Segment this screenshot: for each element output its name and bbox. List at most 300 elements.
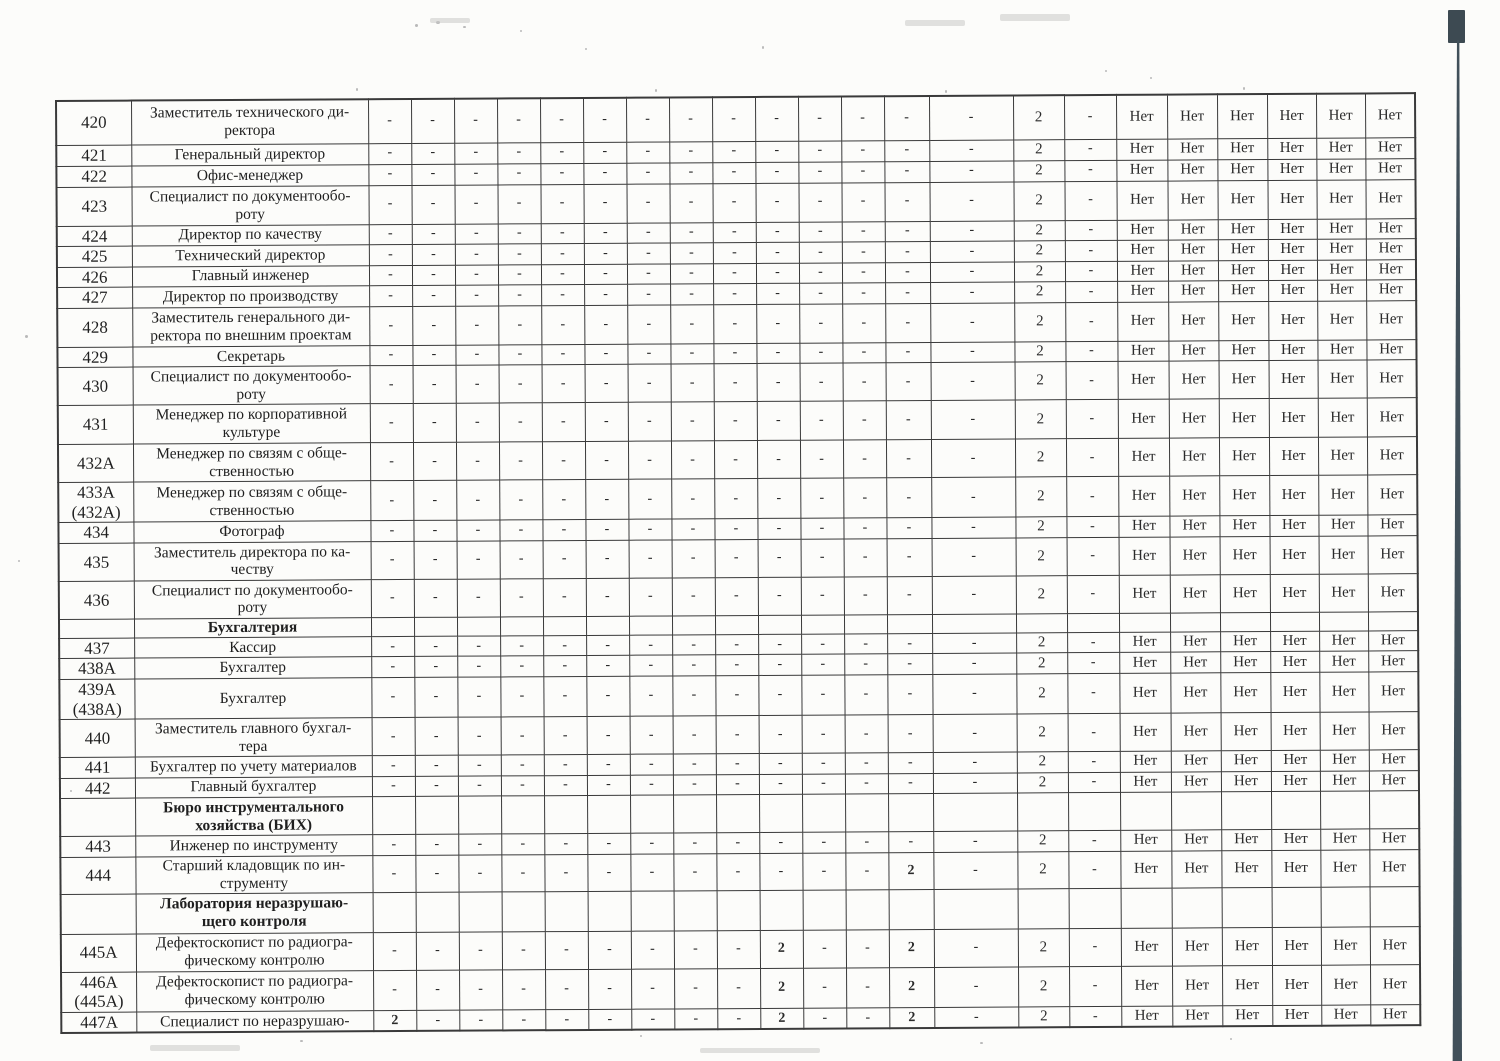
factor-value-cell: -	[499, 442, 542, 480]
factor-value-cell: -	[802, 853, 845, 890]
factor-value-cell: -	[759, 853, 802, 890]
factor-value-cell: -	[799, 343, 842, 364]
factor-value-cell: -	[715, 577, 758, 615]
factor-value-cell: -	[416, 932, 459, 970]
factor-value-cell: -	[672, 540, 715, 578]
factor-value-cell: -	[583, 163, 626, 184]
factor-value-cell: -	[543, 635, 586, 656]
ppe-value-cell: Нет	[1168, 301, 1218, 340]
factor-value-cell: -	[542, 403, 585, 442]
factor-value-cell: -	[456, 365, 499, 403]
ppe-value-cell: Нет	[1319, 536, 1368, 574]
ppe-value-cell: Нет	[1220, 652, 1270, 673]
row-number-cell: 420	[56, 101, 131, 145]
ppe-value-cell: Нет	[1219, 516, 1269, 537]
factor-value-cell: -	[758, 634, 801, 655]
factor-value-cell: -	[370, 404, 413, 443]
factor-value-cell: -	[455, 345, 498, 366]
factor-value-cell: -	[630, 754, 673, 775]
ppe-value-cell: Нет	[1316, 158, 1365, 179]
row-number-cell: 424	[57, 226, 132, 247]
factor-value-cell: -	[759, 715, 802, 753]
class-value-cell	[1017, 793, 1068, 831]
factor-value-cell: -	[755, 162, 798, 183]
factor-value-cell: -	[413, 403, 456, 442]
class-value-cell: 2	[1013, 139, 1064, 160]
factor-value-cell	[457, 617, 500, 636]
factor-value-cell: -	[628, 519, 671, 540]
scan-speckle	[1105, 70, 1107, 72]
factor-value-cell: -	[716, 774, 759, 795]
factor-value-cell: -	[757, 363, 800, 401]
ppe-value-cell: Нет	[1319, 672, 1368, 712]
ppe-value-cell: Нет	[1168, 219, 1218, 240]
factor-value-cell: -	[844, 675, 887, 715]
factor-value-cell	[629, 616, 672, 635]
factor-value-cell: -	[368, 99, 411, 143]
ppe-value-cell: Нет	[1117, 220, 1168, 241]
factor-value-cell: -	[844, 577, 887, 615]
row-number-cell: 444	[60, 857, 135, 894]
ppe-value-cell: Нет	[1221, 850, 1271, 887]
ppe-value-cell: Нет	[1319, 651, 1368, 672]
ppe-value-cell: Нет	[1368, 574, 1418, 612]
ppe-value-cell: Нет	[1169, 516, 1219, 537]
factor-value-cell	[889, 889, 934, 929]
class-value-cell: 2	[1018, 928, 1069, 966]
scan-speckle	[762, 46, 764, 49]
factor-value-cell: -	[540, 142, 583, 163]
factor-value-cell	[630, 795, 673, 833]
factor-value-cell: -	[673, 716, 716, 754]
factor-value-cell: -	[844, 654, 887, 675]
ppe-value-cell: Нет	[1367, 398, 1417, 437]
factor-value-cell: -	[372, 855, 415, 892]
factor-value-cell: -	[802, 774, 845, 795]
factor-value-cell: -	[756, 343, 799, 364]
class-value-cell: 2	[1015, 400, 1066, 439]
factor-value-cell: -	[541, 305, 584, 344]
factor-value-cell: -	[544, 854, 587, 891]
factor-value-cell: -	[627, 222, 670, 243]
dash-cell: -	[1068, 772, 1120, 793]
factor-value-cell: -	[414, 579, 457, 617]
ppe-value-cell: Нет	[1268, 239, 1317, 260]
factor-value-cell: -	[931, 362, 1015, 400]
ppe-value-cell: Нет	[1218, 219, 1268, 240]
job-title-cell: Дефектоскопист по радиогра- фическому контролю	[136, 970, 373, 1011]
row-number-cell: 447А	[61, 1012, 136, 1033]
factor-value-cell: -	[884, 182, 929, 221]
factor-value-cell: -	[371, 636, 414, 657]
ppe-value-cell: Нет	[1222, 965, 1272, 1005]
factor-value-cell: -	[756, 222, 799, 243]
ppe-value-cell: Нет	[1116, 181, 1167, 220]
factor-value-cell: -	[456, 442, 499, 480]
factor-value-cell: -	[372, 756, 415, 777]
factor-value-cell: -	[629, 676, 672, 716]
factor-value-cell: -	[845, 852, 888, 889]
ppe-value-cell	[1220, 612, 1270, 631]
ppe-value-cell: Нет	[1116, 139, 1167, 160]
ppe-value-cell: Нет	[1118, 399, 1169, 438]
scan-speckle	[585, 48, 587, 50]
ppe-value-cell: Нет	[1170, 537, 1220, 575]
row-number-cell: 423	[57, 187, 132, 226]
factor-value-cell: -	[674, 968, 717, 1008]
scan-speckle	[70, 790, 72, 792]
ppe-value-cell: Нет	[1171, 850, 1221, 887]
factor-value-cell: -	[629, 540, 672, 578]
factor-value-cell: -	[626, 141, 669, 162]
factor-value-cell: -	[713, 343, 756, 364]
factor-value-cell: -	[886, 440, 931, 478]
factor-value-cell: -	[755, 97, 798, 141]
factor-value-cell: -	[586, 635, 629, 656]
factor-value-cell: -	[933, 773, 1017, 794]
factor-value-cell: -	[415, 855, 458, 892]
factor-value-cell: -	[457, 541, 500, 579]
factor-value-cell: -	[888, 773, 933, 794]
class-value-cell	[1016, 614, 1067, 633]
ppe-value-cell: Нет	[1369, 712, 1419, 750]
job-title-cell: Бухгалтер	[134, 678, 371, 719]
factor-value-cell: -	[369, 265, 412, 286]
class-value-cell: 2	[1017, 772, 1068, 793]
ppe-value-cell: Нет	[1320, 712, 1369, 750]
factor-value-cell	[459, 892, 502, 932]
ppe-value-cell: Нет	[1169, 476, 1219, 516]
ppe-value-cell: Нет	[1368, 672, 1418, 712]
table-wrapper	[55, 92, 1421, 1034]
factor-value-cell: -	[583, 142, 626, 163]
scan-speckle	[1150, 77, 1152, 79]
ppe-value-cell: Нет	[1268, 340, 1317, 361]
ppe-value-cell: Нет	[1367, 437, 1417, 475]
factor-value-cell: -	[371, 677, 414, 717]
row-number-cell: 421	[56, 145, 131, 166]
factor-value-cell: -	[584, 284, 627, 305]
dash-cell: -	[1069, 1006, 1121, 1027]
ppe-value-cell: Нет	[1367, 515, 1417, 536]
ppe-value-cell: Нет	[1170, 652, 1220, 673]
factor-value-cell: -	[543, 540, 586, 578]
factor-value-cell: -	[584, 305, 627, 344]
ppe-value-cell: Нет	[1271, 829, 1320, 850]
factor-value-cell: -	[584, 223, 627, 244]
job-title-cell: Секретарь	[132, 345, 369, 367]
factor-value-cell: -	[544, 775, 587, 796]
factor-value-cell: -	[501, 755, 544, 776]
factor-value-cell	[673, 795, 716, 833]
factor-value-cell	[801, 615, 844, 634]
factor-value-cell	[845, 794, 888, 832]
factor-value-cell: -	[502, 931, 545, 969]
factor-value-cell: -	[669, 162, 712, 183]
factor-value-cell: -	[630, 716, 673, 754]
factor-value-cell: -	[888, 715, 933, 753]
factor-value-cell: -	[498, 344, 541, 365]
factor-value-cell: -	[755, 141, 798, 162]
factor-value-cell: -	[714, 479, 757, 519]
ppe-value-cell: Нет	[1222, 927, 1272, 965]
factor-value-cell: 2	[889, 1007, 934, 1028]
ppe-value-cell: Нет	[1117, 261, 1168, 282]
factor-value-cell: -	[929, 160, 1013, 181]
ppe-value-cell: Нет	[1169, 361, 1219, 399]
ppe-value-cell: Нет	[1317, 280, 1366, 301]
factor-value-cell: -	[801, 577, 844, 615]
factor-value-cell: -	[670, 222, 713, 243]
job-title-cell: Директор по производству	[132, 286, 369, 308]
factor-value-cell: -	[672, 676, 715, 716]
factor-value-cell: -	[842, 262, 885, 283]
row-number-cell: 441	[60, 757, 135, 778]
factor-value-cell: -	[498, 285, 541, 306]
factor-value-cell: -	[368, 143, 411, 164]
factor-value-cell: -	[932, 538, 1016, 576]
factor-value-cell: -	[884, 140, 929, 161]
factor-value-cell: -	[713, 222, 756, 243]
row-number-cell: 422	[56, 166, 131, 187]
section-header-cell: Бухгалтерия	[134, 618, 371, 638]
ppe-value-cell: Нет	[1370, 1004, 1420, 1025]
factor-value-cell: -	[587, 775, 630, 796]
factor-value-cell: -	[541, 264, 584, 285]
factor-value-cell: -	[929, 181, 1013, 220]
factor-value-cell: -	[756, 283, 799, 304]
job-title-cell: Кассир	[134, 637, 371, 659]
factor-value-cell: -	[414, 541, 457, 579]
ppe-value-cell: Нет	[1317, 239, 1366, 260]
row-number-cell: 436	[59, 581, 134, 619]
ppe-value-cell: Нет	[1117, 302, 1168, 341]
factor-value-cell	[888, 794, 933, 832]
factor-value-cell: -	[501, 775, 544, 796]
factor-value-cell: -	[887, 538, 932, 576]
factor-value-cell: -	[886, 363, 931, 401]
row-number-cell: 446А (445А)	[61, 972, 136, 1013]
factor-value-cell: -	[544, 834, 587, 855]
factor-value-cell: -	[626, 97, 669, 141]
factor-value-cell: -	[370, 521, 413, 542]
factor-value-cell: -	[673, 754, 716, 775]
factor-value-cell: -	[414, 657, 457, 678]
ppe-value-cell: Нет	[1365, 179, 1415, 218]
factor-value-cell: -	[413, 480, 456, 520]
row-number-cell: 443	[60, 836, 135, 857]
ppe-value-cell: Нет	[1118, 438, 1169, 476]
ppe-value-cell: Нет	[1119, 653, 1170, 674]
row-number-cell: 430	[58, 367, 133, 405]
factor-value-cell: -	[934, 929, 1018, 967]
factor-value-cell: -	[627, 284, 670, 305]
factor-value-cell: -	[501, 717, 544, 755]
ppe-value-cell: Нет	[1218, 260, 1268, 281]
job-title-cell: Менеджер по связям с обще- ственностью	[133, 443, 370, 482]
factor-value-cell: 2	[373, 1010, 416, 1031]
ppe-value-cell: Нет	[1167, 159, 1217, 180]
ppe-value-cell: Нет	[1366, 259, 1416, 280]
class-value-cell: 2	[1013, 160, 1064, 181]
factor-value-cell: -	[455, 244, 498, 265]
class-value-cell: 2	[1013, 181, 1064, 220]
factor-value-cell: -	[456, 480, 499, 520]
ppe-value-cell: Нет	[1121, 966, 1172, 1006]
ppe-value-cell	[1370, 886, 1420, 926]
factor-value-cell: -	[713, 243, 756, 264]
factor-value-cell: -	[412, 265, 455, 286]
ppe-value-cell: Нет	[1366, 339, 1416, 360]
factor-value-cell: -	[798, 182, 841, 221]
factor-value-cell: -	[457, 636, 500, 657]
factor-value-cell: -	[930, 303, 1014, 342]
class-value-cell: 2	[1014, 302, 1065, 341]
scan-smudge	[150, 1045, 240, 1051]
factor-value-cell: -	[373, 970, 416, 1010]
ppe-value-cell: Нет	[1272, 965, 1321, 1005]
factor-value-cell: -	[412, 244, 455, 265]
factor-value-cell: -	[842, 283, 885, 304]
factor-value-cell: -	[369, 224, 412, 245]
factor-value-cell: -	[933, 752, 1017, 773]
row-number-cell: 433А (432А)	[58, 482, 133, 523]
ppe-value-cell: Нет	[1217, 138, 1267, 159]
dash-cell: -	[1069, 966, 1121, 1006]
factor-value-cell: -	[884, 96, 929, 140]
factor-value-cell: -	[586, 676, 629, 716]
ppe-value-cell: Нет	[1367, 475, 1417, 515]
factor-value-cell: -	[412, 345, 455, 366]
ppe-value-cell: Нет	[1169, 399, 1219, 438]
ppe-value-cell: Нет	[1365, 93, 1415, 137]
factor-value-cell: -	[626, 183, 669, 222]
factor-value-cell: -	[799, 242, 842, 263]
factor-value-cell: -	[500, 636, 543, 657]
ppe-value-cell: Нет	[1319, 574, 1368, 612]
ppe-value-cell: Нет	[1270, 574, 1319, 612]
factor-value-cell: -	[587, 833, 630, 854]
factor-value-cell: -	[674, 1008, 717, 1029]
class-value-cell: 2	[1015, 517, 1066, 538]
factor-value-cell: -	[716, 716, 759, 754]
ppe-value-cell: Нет	[1269, 360, 1318, 398]
factor-value-cell: -	[844, 539, 887, 577]
factor-value-cell: -	[712, 162, 755, 183]
factor-value-cell	[760, 890, 803, 930]
factor-value-cell: -	[456, 403, 499, 442]
factor-value-cell	[802, 794, 845, 832]
scan-speckle	[18, 560, 20, 562]
factor-value-cell: -	[500, 541, 543, 579]
ppe-value-cell: Нет	[1117, 341, 1168, 362]
table-row	[56, 93, 1415, 145]
factor-value-cell	[844, 615, 887, 634]
factor-value-cell: -	[540, 163, 583, 184]
class-value-cell: 2	[1015, 439, 1066, 477]
factor-value-cell: -	[498, 264, 541, 285]
factor-value-cell: -	[799, 221, 842, 242]
factor-value-cell: -	[455, 306, 498, 345]
row-number-cell: 426	[57, 267, 132, 288]
factor-value-cell: -	[543, 656, 586, 677]
factor-value-cell: -	[933, 714, 1017, 752]
factor-value-cell: -	[670, 304, 713, 343]
factor-value-cell	[544, 796, 587, 834]
class-value-cell: 2	[1017, 851, 1068, 888]
factor-value-cell: -	[630, 854, 673, 891]
factor-value-cell: -	[629, 655, 672, 676]
factor-value-cell: -	[498, 305, 541, 344]
ppe-value-cell: Нет	[1268, 260, 1317, 281]
factor-value-cell: -	[930, 241, 1014, 262]
scan-artifact-bar	[1450, 40, 1462, 1061]
factor-value-cell: -	[541, 223, 584, 244]
job-title-cell: Фотограф	[133, 521, 370, 543]
factor-value-cell: -	[502, 1009, 545, 1030]
ppe-value-cell: Нет	[1366, 239, 1416, 260]
factor-value-cell: -	[411, 143, 454, 164]
ppe-value-cell: Нет	[1167, 138, 1217, 159]
factor-value-cell: -	[673, 774, 716, 795]
factor-value-cell: -	[413, 365, 456, 403]
factor-value-cell: -	[458, 717, 501, 755]
factor-value-cell: -	[415, 776, 458, 797]
factor-value-cell: -	[458, 776, 501, 797]
factor-value-cell: -	[586, 578, 629, 616]
job-title-cell: Бухгалтер по учету материалов	[135, 756, 372, 778]
factor-value-cell: -	[583, 184, 626, 223]
factor-value-cell: -	[673, 853, 716, 890]
factor-value-cell: 2	[760, 1008, 803, 1029]
ppe-value-cell: Нет	[1218, 240, 1268, 261]
ppe-value-cell: Нет	[1321, 1005, 1370, 1026]
factor-value-cell: -	[800, 401, 843, 440]
scan-speckle	[463, 26, 466, 28]
ppe-value-cell: Нет	[1221, 751, 1271, 772]
factor-value-cell: -	[802, 715, 845, 753]
row-number-cell: 437	[59, 638, 134, 659]
ppe-value-cell: Нет	[1120, 772, 1171, 793]
row-number-cell: 442	[60, 778, 135, 799]
job-title-cell: Главный бухгалтер	[135, 776, 372, 798]
factor-value-cell: -	[798, 140, 841, 161]
factor-value-cell: -	[929, 95, 1013, 139]
factor-value-cell: -	[669, 141, 712, 162]
dash-cell: -	[1064, 95, 1116, 139]
factor-value-cell: -	[371, 541, 414, 579]
factor-value-cell	[416, 892, 459, 932]
factor-value-cell: -	[758, 675, 801, 715]
ppe-value-cell: Нет	[1172, 965, 1222, 1005]
factor-value-cell: -	[458, 855, 501, 892]
factor-value-cell: -	[801, 654, 844, 675]
ppe-value-cell: Нет	[1270, 536, 1319, 574]
factor-value-cell	[545, 891, 588, 931]
factor-value-cell: -	[540, 98, 583, 142]
row-number-cell	[60, 798, 135, 836]
dash-cell	[1067, 613, 1119, 632]
factor-value-cell: -	[845, 753, 888, 774]
factor-value-cell: -	[542, 480, 585, 520]
ppe-value-cell: Нет	[1217, 159, 1267, 180]
factor-value-cell: -	[498, 223, 541, 244]
job-title-cell: Специалист по неразрушаю-	[136, 1010, 373, 1032]
factor-value-cell: -	[800, 440, 843, 478]
factor-value-cell: -	[541, 244, 584, 265]
factor-value-cell: -	[542, 520, 585, 541]
factor-value-cell: -	[933, 852, 1017, 889]
